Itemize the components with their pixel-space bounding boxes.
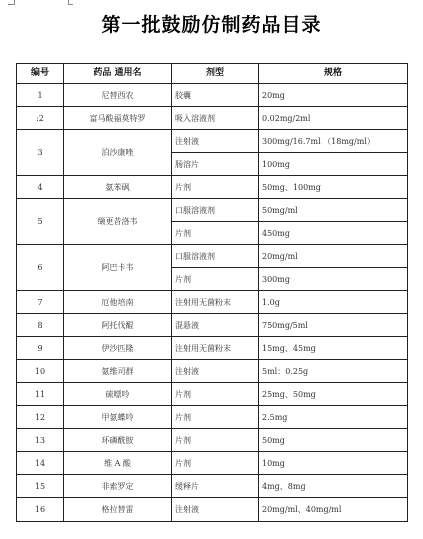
row-number: 7 xyxy=(17,291,64,314)
dosage-form: 片剂 xyxy=(172,406,259,429)
dosage-form: 吸入溶液剂 xyxy=(172,107,259,130)
dosage-form: 混悬液 xyxy=(172,314,259,337)
specification: 20mg/ml xyxy=(259,245,408,268)
row-number: 8 xyxy=(17,314,64,337)
drug-name: 尼替西农 xyxy=(64,84,172,107)
row-number: :2 xyxy=(17,107,64,130)
table-row xyxy=(17,199,408,222)
dosage-form: 口服溶液剂 xyxy=(172,199,259,222)
row-number: 11 xyxy=(17,383,64,406)
drug-name: 阿托伐醌 xyxy=(64,314,172,337)
specification: 10mg xyxy=(259,452,408,475)
specification: 4mg、8mg xyxy=(259,475,408,498)
table-row xyxy=(17,360,408,383)
row-number: 12 xyxy=(17,406,64,429)
row-number: 14 xyxy=(17,452,64,475)
dosage-form: 缓释片 xyxy=(172,475,259,498)
table-row xyxy=(17,84,408,107)
header-number: 编号 xyxy=(17,64,64,84)
dosage-form: 片剂 xyxy=(172,268,259,291)
specification: 5ml：0.25g xyxy=(259,360,408,383)
table-row xyxy=(17,498,408,522)
dosage-form: 注射液 xyxy=(172,498,259,522)
drug-name: 泊沙康唑 xyxy=(64,130,172,176)
specification: 50mg/ml xyxy=(259,199,408,222)
drug-name: 氨苯砜 xyxy=(64,176,172,199)
row-number: 15 xyxy=(17,475,64,498)
table-row xyxy=(17,291,408,314)
dosage-form: 注射用无菌粉末 xyxy=(172,337,259,360)
dosage-form: 片剂 xyxy=(172,452,259,475)
row-number: 4 xyxy=(17,176,64,199)
table-row xyxy=(17,475,408,498)
specification: 20mg/ml、40mg/ml xyxy=(259,498,408,522)
specification: 50mg xyxy=(259,429,408,452)
drug-name: 富马酸福莫特罗 xyxy=(64,107,172,130)
header-specification: 规格 xyxy=(259,64,408,84)
drug-name: 阿巴卡韦 xyxy=(64,245,172,291)
dosage-form: 胶囊 xyxy=(172,84,259,107)
table-row xyxy=(17,314,408,337)
row-number: 5 xyxy=(17,199,64,245)
table-row xyxy=(17,245,408,268)
row-number: 16 xyxy=(17,498,64,522)
table-row xyxy=(17,130,408,153)
header-dosage-form: 剂型 xyxy=(172,64,259,84)
table-row xyxy=(17,176,408,199)
table-header-row xyxy=(17,64,408,84)
specification: 20mg xyxy=(259,84,408,107)
table-row xyxy=(17,383,408,406)
dosage-form: 片剂 xyxy=(172,429,259,452)
dosage-form: 口服溶液剂 xyxy=(172,245,259,268)
row-number: 1 xyxy=(17,84,64,107)
drug-name: 缬更昔洛韦 xyxy=(64,199,172,245)
row-number: 3 xyxy=(17,130,64,176)
table-row xyxy=(17,429,408,452)
drug-name: 格拉替雷 xyxy=(64,498,172,522)
specification: 15mg、45mg xyxy=(259,337,408,360)
drug-name: 甲氨蝶呤 xyxy=(64,406,172,429)
table-row xyxy=(17,107,408,130)
page-corner-mark-left xyxy=(8,0,15,5)
dosage-form: 片剂 xyxy=(172,176,259,199)
drug-name: 非索罗定 xyxy=(64,475,172,498)
header-generic-name: 药品 通用名 xyxy=(64,64,172,84)
dosage-form: 片剂 xyxy=(172,383,259,406)
specification: 25mg、50mg xyxy=(259,383,408,406)
drug-catalog-table xyxy=(16,63,408,522)
dosage-form: 肠溶片 xyxy=(172,153,259,176)
specification: 300mg xyxy=(259,268,408,291)
specification: 300mg/16.7ml （18mg/ml） xyxy=(259,130,408,153)
specification: 450mg xyxy=(259,222,408,245)
document-title: 第一批鼓励仿制药品目录 xyxy=(101,14,322,36)
drug-name: 环磷酰胺 xyxy=(64,429,172,452)
row-number: 10 xyxy=(17,360,64,383)
specification: 100mg xyxy=(259,153,408,176)
dosage-form: 片剂 xyxy=(172,222,259,245)
table-row xyxy=(17,406,408,429)
specification: 1.0g xyxy=(259,291,408,314)
dosage-form: 注射液 xyxy=(172,360,259,383)
row-number: 13 xyxy=(17,429,64,452)
drug-name: 伊沙匹隆 xyxy=(64,337,172,360)
specification: 750mg/5ml xyxy=(259,314,408,337)
row-number: 9 xyxy=(17,337,64,360)
specification: 2.5mg xyxy=(259,406,408,429)
page-corner-mark-right xyxy=(68,0,73,5)
dosage-form: 注射液 xyxy=(172,130,259,153)
table-row xyxy=(17,452,408,475)
drug-name: 厄他培南 xyxy=(64,291,172,314)
drug-name: 维 A 酸 xyxy=(64,452,172,475)
dosage-form: 注射用无菌粉末 xyxy=(172,291,259,314)
row-number: 6 xyxy=(17,245,64,291)
specification: 0.02mg/2ml xyxy=(259,107,408,130)
table-row xyxy=(17,337,408,360)
drug-name: 硫嘌呤 xyxy=(64,383,172,406)
specification: 50mg、100mg xyxy=(259,176,408,199)
drug-name: 氨维司群 xyxy=(64,360,172,383)
